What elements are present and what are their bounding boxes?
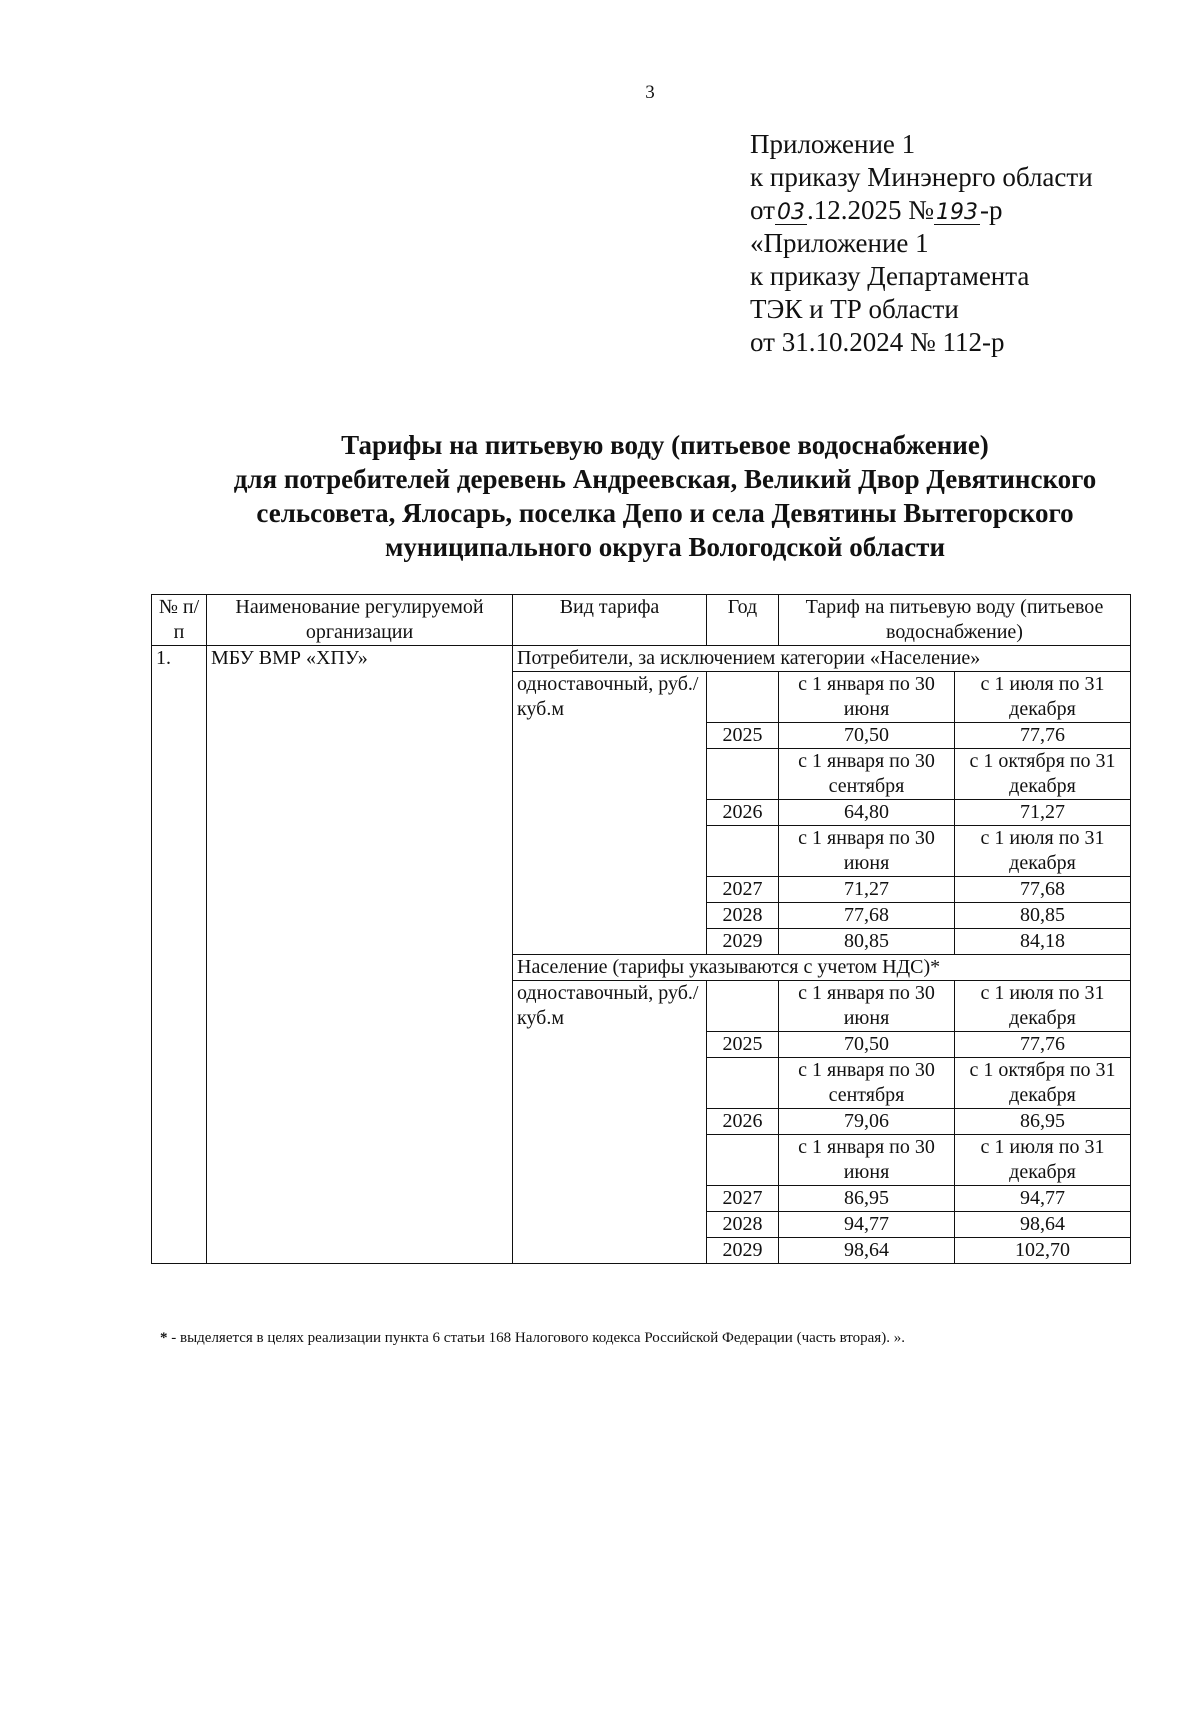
period1-cell: 86,95 — [779, 1186, 955, 1212]
year-cell — [707, 826, 779, 877]
header-num: № п/п — [152, 595, 207, 646]
year-cell: 2027 — [707, 877, 779, 903]
appendix-line: к приказу Минэнерго области — [750, 162, 1093, 192]
footnote — [160, 1330, 905, 1347]
period1-cell: с 1 января по 30 июня — [779, 981, 955, 1032]
year-cell: 2027 — [707, 1186, 779, 1212]
period1-cell: 94,77 — [779, 1212, 955, 1238]
order-date: .12.2025 № — [806, 195, 934, 225]
period1-cell: с 1 января по 30 июня — [779, 1135, 955, 1186]
title-line: сельсовета, Ялосарь, поселка Депо и села Девятины Вытегорского — [256, 498, 1074, 528]
period2-cell: с 1 октября по 31 декабря — [955, 1058, 1131, 1109]
order-suffix: -р — [979, 195, 1003, 225]
period2-cell: с 1 июля по 31 декабря — [955, 1135, 1131, 1186]
period1-cell: 71,27 — [779, 877, 955, 903]
period2-cell: с 1 июля по 31 декабря — [955, 672, 1131, 723]
year-cell: 2029 — [707, 929, 779, 955]
tariff-type: одноставочный, руб./куб.м — [513, 672, 707, 955]
title-line: Тарифы на питьевую воду (питьевое водоснабжение) — [341, 430, 989, 460]
period2-cell: 77,76 — [955, 723, 1131, 749]
appendix-order-line — [750, 194, 1093, 227]
tariff-table-body — [152, 595, 1131, 1264]
footnote-star: * — [160, 1330, 168, 1346]
year-cell: 2029 — [707, 1238, 779, 1264]
period2-cell: 86,95 — [955, 1109, 1131, 1135]
header-org: Наименование регулируемой организации — [207, 595, 513, 646]
year-cell — [707, 1058, 779, 1109]
period2-cell: 77,76 — [955, 1032, 1131, 1058]
period2-cell: 77,68 — [955, 877, 1131, 903]
period1-cell: 79,06 — [779, 1109, 955, 1135]
appendix-line: от 31.10.2024 № 112-р — [750, 327, 1005, 357]
document-title — [150, 428, 1180, 564]
period2-cell: 80,85 — [955, 903, 1131, 929]
appendix-line: к приказу Департамента — [750, 261, 1030, 291]
section-heading: Население (тарифы указываются с учетом НДС)* — [513, 955, 1131, 981]
period1-cell: 77,68 — [779, 903, 955, 929]
period1-cell: с 1 января по 30 июня — [779, 826, 955, 877]
header-row — [152, 595, 1131, 646]
year-cell — [707, 1135, 779, 1186]
handwritten-day: 03 — [776, 200, 805, 225]
period1-cell: с 1 января по 30 июня — [779, 672, 955, 723]
period1-cell: 70,50 — [779, 723, 955, 749]
appendix-block — [750, 128, 1093, 359]
period2-cell: с 1 октября по 31 декабря — [955, 749, 1131, 800]
year-cell: 2026 — [707, 1109, 779, 1135]
tariff-type: одноставочный, руб./куб.м — [513, 981, 707, 1264]
period1-cell: 64,80 — [779, 800, 955, 826]
period2-cell: 71,27 — [955, 800, 1131, 826]
header-tariff: Тариф на питьевую воду (питьевое водоснабжение) — [779, 595, 1131, 646]
page-number: 3 — [645, 82, 655, 103]
handwritten-number: 193 — [935, 200, 978, 225]
organization-name: МБУ ВМР «ХПУ» — [207, 646, 513, 1264]
period2-cell: 98,64 — [955, 1212, 1131, 1238]
section-heading-row — [152, 646, 1131, 672]
period1-cell: 80,85 — [779, 929, 955, 955]
year-cell: 2025 — [707, 1032, 779, 1058]
period1-cell: 98,64 — [779, 1238, 955, 1264]
period2-cell: с 1 июля по 31 декабря — [955, 981, 1131, 1032]
period2-cell: 102,70 — [955, 1238, 1131, 1264]
header-type: Вид тарифа — [513, 595, 707, 646]
period2-cell: 94,77 — [955, 1186, 1131, 1212]
tariff-table — [151, 594, 1131, 1264]
title-line: для потребителей деревень Андреевская, Великий Двор Девятинского — [233, 464, 1097, 494]
period2-cell: с 1 июля по 31 декабря — [955, 826, 1131, 877]
appendix-line: ТЭК и ТР области — [750, 294, 959, 324]
year-cell — [707, 672, 779, 723]
year-cell — [707, 749, 779, 800]
row-number: 1. — [152, 646, 207, 1264]
year-cell: 2026 — [707, 800, 779, 826]
order-prefix: от — [750, 195, 775, 225]
year-cell: 2028 — [707, 1212, 779, 1238]
period2-cell: 84,18 — [955, 929, 1131, 955]
year-cell — [707, 981, 779, 1032]
appendix-line: Приложение 1 — [750, 129, 916, 159]
section-heading: Потребители, за исключением категории «Население» — [513, 646, 1131, 672]
header-year: Год — [707, 595, 779, 646]
year-cell: 2025 — [707, 723, 779, 749]
period1-cell: 70,50 — [779, 1032, 955, 1058]
period1-cell: с 1 января по 30 сентября — [779, 1058, 955, 1109]
footnote-text: - выделяется в целях реализации пункта 6 статьи 168 Налогового кодекса Российской Федерации (часть вторая). ». — [167, 1330, 905, 1346]
year-cell: 2028 — [707, 903, 779, 929]
title-line: муниципального округа Вологодской области — [385, 532, 945, 562]
appendix-line: «Приложение 1 — [750, 228, 929, 258]
period1-cell: с 1 января по 30 сентября — [779, 749, 955, 800]
